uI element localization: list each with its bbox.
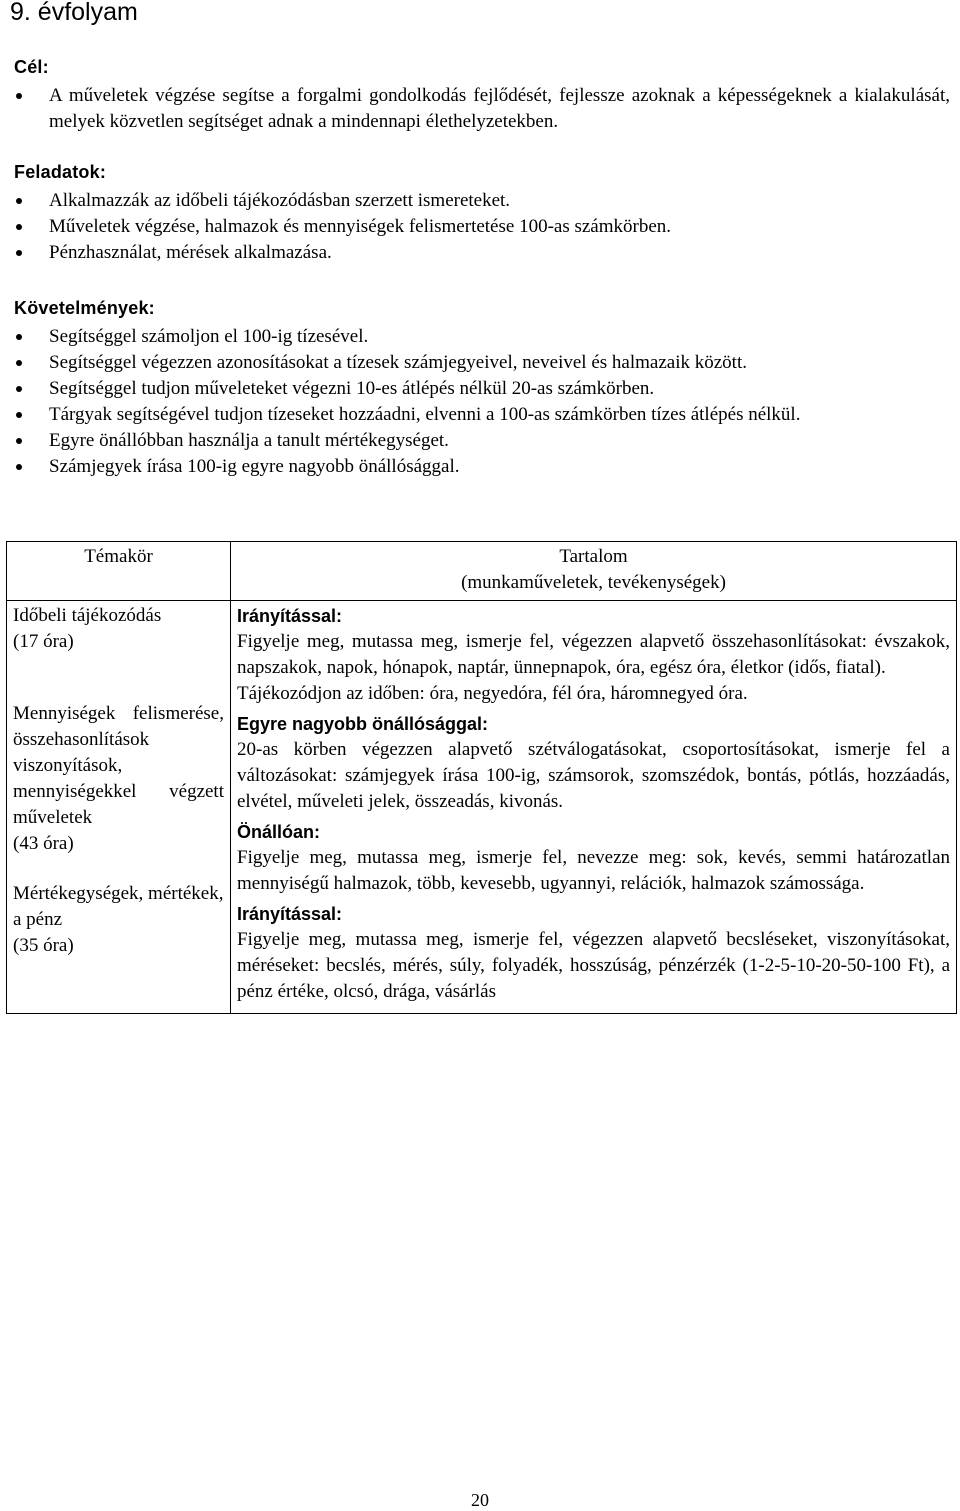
content-label: Egyre nagyobb önállósággal: — [237, 714, 489, 734]
content-label: Irányítással: — [237, 606, 343, 626]
content-text: Figyelje meg, mutassa meg, ismerje fel, végezzen alapvető összehasonlításokat: évszakok, napszakok, napok, hónapok, naptár, ünnepnapok, óra, egész óra, életkor (idős, fiatal). — [237, 631, 950, 678]
topic-block — [13, 701, 224, 857]
content-text: 20-as körben végezzen alapvető szétválogatásokat, csoportosításokat, ismerje fel a változásokat: számjegyek írása 100-ig, számsorok, szomszédok, bontás, pótlás, hozzáadás, elvétel, műveleti jelek, összeadás, kivonás. — [237, 739, 950, 812]
content-text: Figyelje meg, mutassa meg, ismerje fel, végezzen alapvető becsléseket, viszonyításokat, méréseket: becslés, mérés, súly, folyadék, hosszúság, pénzérzék (1-2-5-10-20-50-100 Ft), a pénz értéke, olcsó, drága, vásárlás — [237, 929, 950, 1002]
table-row — [7, 601, 957, 1014]
requirements-heading: Követelmények: — [14, 298, 155, 318]
topics-cell — [7, 601, 231, 1014]
list-item: Tárgyak segítségével tudjon tízeseket hozzáadni, elvenni a 100-as számkörben tízes átlépés nélkül. — [14, 402, 950, 428]
topic-name: Időbeli tájékozódás — [13, 605, 162, 626]
content-block — [237, 603, 950, 707]
header-topic: Témakör — [84, 546, 153, 567]
list-item: Pénzhasználat, mérések alkalmazása. — [14, 240, 950, 266]
content-block — [237, 711, 950, 815]
topic-block — [13, 603, 224, 655]
content-text-extra: Tájékozódjon az időben: óra, negyedóra, fél óra, háromnegyed óra. — [237, 683, 748, 704]
tasks-list — [14, 188, 950, 266]
content-cell — [231, 601, 957, 1014]
topic-name: Mennyiségek felismerése, összehasonlítások viszonyítások, mennyiségekkel végzett műveletek — [13, 703, 224, 828]
list-item: Számjegyek írása 100-ig egyre nagyobb önállósággal. — [14, 454, 950, 480]
table-header-row — [7, 542, 957, 601]
tasks-heading: Feladatok: — [14, 162, 107, 182]
list-item: Segítséggel végezzen azonosításokat a tízesek számjegyeivel, neveivel és halmazaik között. — [14, 350, 950, 376]
goal-heading: Cél: — [14, 57, 49, 77]
content-block — [237, 901, 950, 1005]
topic-hours: (17 óra) — [13, 631, 74, 652]
requirements-list — [14, 324, 950, 480]
curriculum-table — [6, 541, 957, 1014]
list-item: A műveletek végzése segítse a forgalmi gondolkodás fejlődését, fejlessze azoknak a képességeknek a kialakulását, melyek közvetlen segítséget adnak a mindennapi élethelyzetekben. — [14, 83, 950, 135]
header-content-cell — [231, 542, 957, 601]
page-title: 9. évfolyam — [10, 0, 138, 26]
list-item: Segítséggel számoljon el 100-ig tízesével. — [14, 324, 950, 350]
content-label: Önállóan: — [237, 822, 321, 842]
content-label: Irányítással: — [237, 904, 343, 924]
topic-hours: (35 óra) — [13, 935, 74, 956]
list-item: Egyre önállóbban használja a tanult mértékegységet. — [14, 428, 950, 454]
header-topic-cell — [7, 542, 231, 601]
list-item: Műveletek végzése, halmazok és mennyiségek felismertetése 100-as számkörben. — [14, 214, 950, 240]
list-item: Alkalmazzák az időbeli tájékozódásban szerzett ismereteket. — [14, 188, 950, 214]
header-content: Tartalom — [559, 546, 628, 567]
topic-block — [13, 881, 224, 959]
list-item: Segítséggel tudjon műveleteket végezni 10-es átlépés nélkül 20-as számkörben. — [14, 376, 950, 402]
topic-name: Mértékegységek, mértékek, a pénz — [13, 883, 224, 930]
header-content-sub: (munkaműveletek, tevékenységek) — [461, 572, 726, 593]
goal-list — [14, 83, 950, 135]
page-number: 20 — [471, 1490, 489, 1510]
topic-hours: (43 óra) — [13, 833, 74, 854]
content-text: Figyelje meg, mutassa meg, ismerje fel, nevezze meg: sok, kevés, semmi határozatlan mennyiségű halmazok, több, kevesebb, ugyannyi, relációk, halmazok számossága. — [237, 847, 950, 894]
content-block — [237, 819, 950, 897]
